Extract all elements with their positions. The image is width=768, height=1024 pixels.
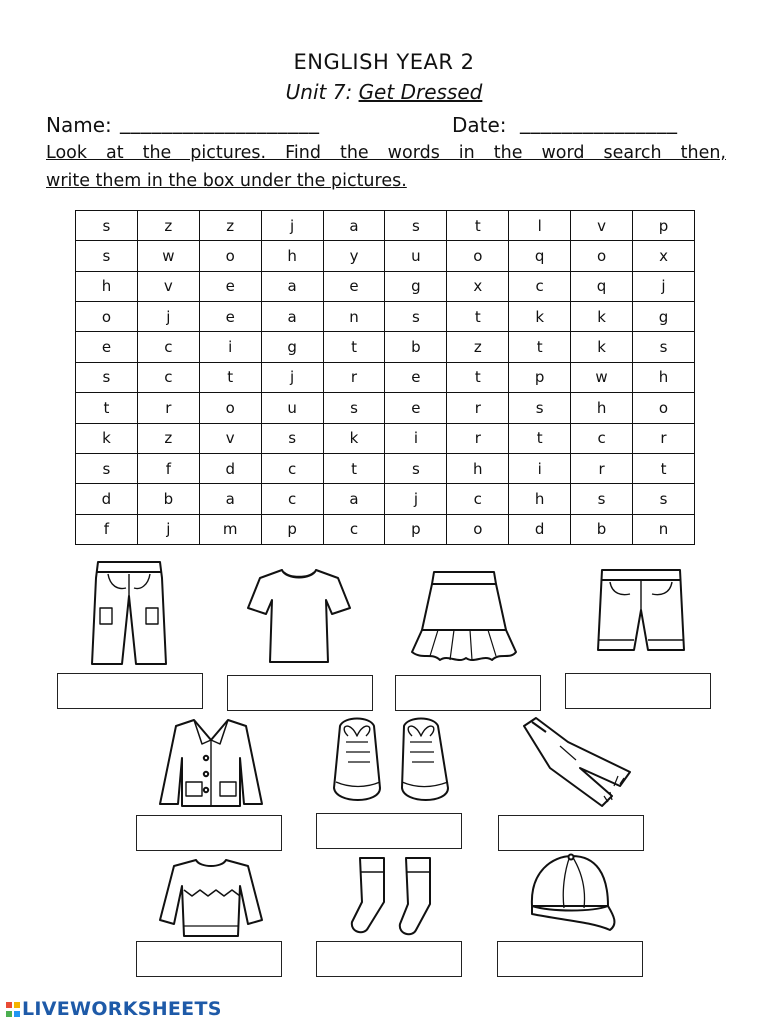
instructions-line-1: Look at the pictures. Find the words in the word search then,: [46, 143, 726, 163]
shorts-icon: [594, 566, 688, 662]
date-label: Date:: [452, 113, 507, 137]
grid-cell[interactable]: g: [633, 302, 695, 332]
grid-cell[interactable]: k: [571, 302, 633, 332]
word-search-grid: [75, 210, 695, 545]
grid-cell[interactable]: h: [509, 484, 571, 514]
grid-cell[interactable]: s: [261, 423, 323, 453]
grid-cell[interactable]: e: [199, 271, 261, 301]
answer-box-skirt[interactable]: [395, 675, 541, 711]
tshirt-icon: [246, 566, 352, 666]
grid-cell[interactable]: c: [261, 453, 323, 483]
grid-cell[interactable]: c: [137, 332, 199, 362]
grid-cell[interactable]: t: [323, 453, 385, 483]
grid-cell[interactable]: b: [385, 332, 447, 362]
grid-row: [76, 362, 695, 392]
grid-cell[interactable]: a: [323, 484, 385, 514]
trousers-icon: [88, 556, 170, 668]
grid-cell[interactable]: h: [261, 241, 323, 271]
grid-cell[interactable]: r: [447, 393, 509, 423]
answer-box-cap[interactable]: [497, 941, 643, 977]
answer-box-trousers[interactable]: [57, 673, 203, 709]
grid-cell[interactable]: n: [323, 302, 385, 332]
grid-cell[interactable]: s: [385, 453, 447, 483]
grid-cell[interactable]: s: [76, 453, 138, 483]
footer-brand: LIVEWORKSHEETS: [22, 998, 222, 1020]
grid-cell[interactable]: h: [571, 393, 633, 423]
grid-cell[interactable]: v: [571, 211, 633, 241]
liveworksheets-footer[interactable]: [6, 998, 222, 1020]
grid-cell[interactable]: t: [447, 302, 509, 332]
grid-cell[interactable]: c: [509, 271, 571, 301]
grid-cell[interactable]: o: [76, 302, 138, 332]
grid-cell[interactable]: a: [261, 271, 323, 301]
grid-cell[interactable]: t: [633, 453, 695, 483]
grid-row: [76, 271, 695, 301]
grid-cell[interactable]: o: [199, 241, 261, 271]
grid-cell[interactable]: s: [76, 211, 138, 241]
grid-cell[interactable]: s: [509, 393, 571, 423]
grid-cell[interactable]: x: [633, 241, 695, 271]
grid-cell[interactable]: c: [261, 484, 323, 514]
grid-cell[interactable]: a: [261, 302, 323, 332]
grid-cell[interactable]: h: [633, 362, 695, 392]
grid-cell[interactable]: s: [385, 211, 447, 241]
grid-cell[interactable]: a: [199, 484, 261, 514]
answer-box-jeans[interactable]: [498, 815, 644, 851]
grid-cell[interactable]: j: [137, 514, 199, 544]
grid-cell[interactable]: k: [76, 423, 138, 453]
grid-cell[interactable]: l: [509, 211, 571, 241]
grid-cell[interactable]: s: [76, 241, 138, 271]
grid-cell[interactable]: r: [447, 423, 509, 453]
worksheet-title: ENGLISH YEAR 2: [293, 50, 475, 74]
grid-cell[interactable]: c: [571, 423, 633, 453]
grid-row: [76, 302, 695, 332]
shoes-icon: [330, 712, 454, 808]
grid-cell[interactable]: p: [509, 362, 571, 392]
grid-cell[interactable]: o: [447, 514, 509, 544]
grid-cell[interactable]: i: [385, 423, 447, 453]
socks-icon: [346, 854, 446, 938]
grid-row: [76, 332, 695, 362]
grid-cell[interactable]: o: [447, 241, 509, 271]
grid-cell[interactable]: c: [323, 514, 385, 544]
grid-cell[interactable]: o: [571, 241, 633, 271]
grid-row: [76, 393, 695, 423]
grid-cell[interactable]: i: [199, 332, 261, 362]
grid-cell[interactable]: i: [509, 453, 571, 483]
grid-row: [76, 211, 695, 241]
grid-cell[interactable]: s: [323, 393, 385, 423]
grid-cell[interactable]: u: [385, 241, 447, 271]
grid-cell[interactable]: q: [509, 241, 571, 271]
grid-cell[interactable]: t: [323, 332, 385, 362]
unit-subtitle: [0, 80, 768, 104]
grid-cell[interactable]: s: [633, 484, 695, 514]
instructions-line-2: write them in the box under the pictures.: [46, 171, 407, 191]
jacket-icon: [156, 714, 266, 810]
liveworksheets-logo-icon: [6, 1002, 20, 1018]
grid-cell[interactable]: s: [385, 302, 447, 332]
grid-cell[interactable]: f: [76, 514, 138, 544]
grid-cell[interactable]: u: [261, 393, 323, 423]
answer-box-shorts[interactable]: [565, 673, 711, 709]
sweater-icon: [156, 856, 266, 942]
grid-cell[interactable]: z: [137, 423, 199, 453]
grid-cell[interactable]: o: [199, 393, 261, 423]
grid-row: [76, 514, 695, 544]
grid-cell[interactable]: t: [447, 362, 509, 392]
grid-cell[interactable]: t: [76, 393, 138, 423]
cap-icon: [522, 852, 622, 936]
grid-cell[interactable]: j: [261, 211, 323, 241]
grid-cell[interactable]: b: [137, 484, 199, 514]
grid-cell[interactable]: r: [571, 453, 633, 483]
grid-cell[interactable]: n: [633, 514, 695, 544]
name-blank: ___________________: [120, 110, 320, 134]
grid-row: [76, 453, 695, 483]
grid-cell[interactable]: q: [571, 271, 633, 301]
grid-cell[interactable]: c: [137, 362, 199, 392]
grid-cell[interactable]: w: [137, 241, 199, 271]
answer-box-socks[interactable]: [316, 941, 462, 977]
grid-cell[interactable]: z: [199, 211, 261, 241]
grid-cell[interactable]: e: [385, 362, 447, 392]
grid-cell[interactable]: p: [261, 514, 323, 544]
grid-cell[interactable]: e: [76, 332, 138, 362]
grid-cell[interactable]: j: [633, 271, 695, 301]
grid-cell[interactable]: m: [199, 514, 261, 544]
grid-cell[interactable]: t: [199, 362, 261, 392]
skirt-icon: [408, 568, 520, 668]
grid-row: [76, 423, 695, 453]
grid-cell[interactable]: r: [633, 423, 695, 453]
grid-cell[interactable]: v: [199, 423, 261, 453]
grid-cell[interactable]: p: [633, 211, 695, 241]
grid-cell[interactable]: t: [509, 423, 571, 453]
grid-cell[interactable]: e: [199, 302, 261, 332]
unit-name: Get Dressed: [358, 80, 483, 104]
grid-cell[interactable]: b: [571, 514, 633, 544]
jeans-icon: [520, 716, 636, 810]
grid-cell[interactable]: z: [447, 332, 509, 362]
grid-cell[interactable]: w: [571, 362, 633, 392]
grid-row: [76, 484, 695, 514]
grid-cell[interactable]: c: [447, 484, 509, 514]
grid-cell[interactable]: x: [447, 271, 509, 301]
grid-cell[interactable]: s: [633, 332, 695, 362]
grid-cell[interactable]: j: [137, 302, 199, 332]
answer-box-shoes[interactable]: [316, 813, 462, 849]
grid-cell[interactable]: h: [76, 271, 138, 301]
grid-cell[interactable]: z: [137, 211, 199, 241]
grid-cell[interactable]: k: [323, 423, 385, 453]
grid-cell[interactable]: v: [137, 271, 199, 301]
grid-cell[interactable]: g: [261, 332, 323, 362]
unit-prefix: Unit 7:: [285, 80, 353, 104]
grid-cell[interactable]: p: [385, 514, 447, 544]
grid-cell[interactable]: k: [571, 332, 633, 362]
grid-cell[interactable]: d: [509, 514, 571, 544]
grid-cell[interactable]: s: [76, 362, 138, 392]
grid-cell[interactable]: y: [323, 241, 385, 271]
grid-cell[interactable]: h: [447, 453, 509, 483]
grid-cell[interactable]: k: [509, 302, 571, 332]
grid-cell[interactable]: o: [633, 393, 695, 423]
grid-cell[interactable]: a: [323, 211, 385, 241]
grid-cell[interactable]: e: [385, 393, 447, 423]
answer-box-sweater[interactable]: [136, 941, 282, 977]
grid-cell[interactable]: t: [509, 332, 571, 362]
grid-cell[interactable]: f: [137, 453, 199, 483]
grid-cell[interactable]: r: [137, 393, 199, 423]
grid-cell[interactable]: j: [261, 362, 323, 392]
grid-row: [76, 241, 695, 271]
grid-cell[interactable]: e: [323, 271, 385, 301]
name-label: Name:: [46, 113, 112, 137]
grid-cell[interactable]: d: [76, 484, 138, 514]
answer-box-jacket[interactable]: [136, 815, 282, 851]
grid-cell[interactable]: t: [447, 211, 509, 241]
date-blank: _______________: [520, 110, 678, 134]
grid-cell[interactable]: r: [323, 362, 385, 392]
grid-cell[interactable]: s: [571, 484, 633, 514]
answer-box-tshirt[interactable]: [227, 675, 373, 711]
grid-cell[interactable]: d: [199, 453, 261, 483]
grid-cell[interactable]: j: [385, 484, 447, 514]
grid-cell[interactable]: g: [385, 271, 447, 301]
